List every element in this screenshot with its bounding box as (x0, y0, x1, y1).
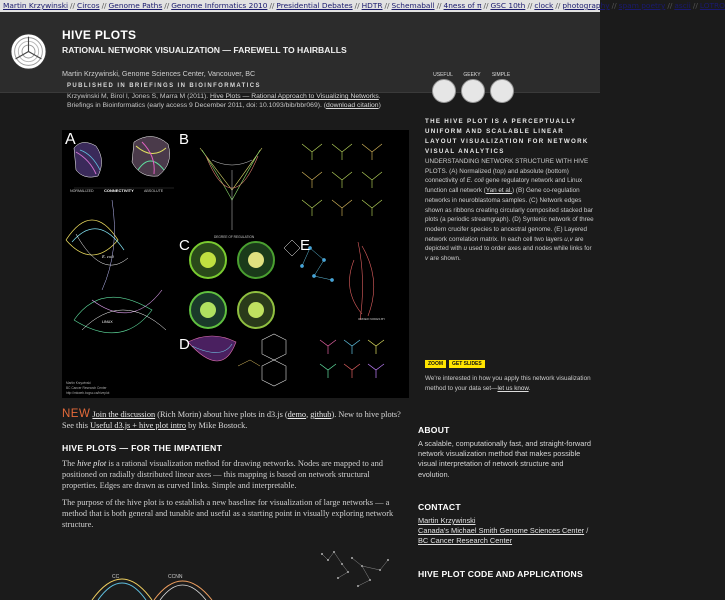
p1-pre: The (62, 459, 78, 468)
interest-text: We're interested in how you apply this network visualization method to your data set— (425, 375, 591, 392)
sidebar-interest (425, 374, 595, 394)
join-discussion-link[interactable]: Join the discussion (92, 410, 156, 419)
thumb-cc-label: CC (112, 574, 120, 580)
bc-cancer-link[interactable]: BC Cancer Research Center (418, 536, 513, 546)
contact-separator: / (584, 526, 589, 536)
hive-plot-figure[interactable] (62, 130, 409, 398)
panel-a-linux-label: LINUX (102, 320, 113, 324)
nav-link[interactable]: 4ness of π (443, 1, 482, 10)
p1-em: hive plot (77, 459, 107, 468)
example-thumbnails[interactable] (62, 540, 402, 600)
publication-kicker: PUBLISHED IN BRIEFINGS IN BIOINFORMATICS (67, 83, 261, 89)
caption-text-3: ) (B) Gene co-regulation networks in neuroblastoma samples. (C) Network edges shown as ribbons creating circularly composited stacked bar plots (a periodic streamgraph). (D) Syntenic network of three modern crucifer species to ancestral genome. (E) Layered network correlation matrix. In each cell two layers (425, 187, 594, 243)
site-author: Martin Krzywinski, Genome Sciences Center, Vancouver, BC (62, 69, 256, 78)
about-title: ABOUT (418, 425, 450, 435)
nav-link[interactable]: Martin Krzywinski (3, 1, 69, 10)
figure-credit-3: http://mkweb.bcgsc.ca/hiveplot (66, 391, 110, 395)
nav-separator: // (611, 1, 617, 10)
nav-link[interactable]: Genome Paths (108, 1, 163, 10)
nav-separator: // (384, 1, 390, 10)
impatient-paragraph-2: The purpose of the hive plot is to establish a new baseline for visualization of large networks — a method that is both general and tunable and useful as a starting point in visually exploring network structure. (62, 498, 394, 530)
publication-journal: . Briefings in Bioinformatics (early access 9 December 2011, doi: 10.1093/bib/bbr069). (67, 93, 381, 109)
gsc-link[interactable]: Canada's Michael Smith Genome Sciences Center (418, 526, 585, 536)
caption-v: v (425, 255, 429, 263)
caption-text-4: are depicted with (425, 235, 584, 253)
site-subtitle: RATIONAL NETWORK VISUALIZATION — FAREWELL TO HAIRBALLS (62, 45, 347, 55)
nav-separator: // (70, 1, 76, 10)
caption-text-2: gene regulatory network and Linux function call network ( (425, 177, 583, 195)
site-title: HIVE PLOTS (62, 28, 137, 42)
about-text: A scalable, computationally fast, and straight-forward network visualization method that makes possible visual interpretation of network structure and evolution. (418, 439, 591, 479)
p1-post: is a rational visualization method for drawing networks. Nodes are mapped to and positioned on radially distributed linear axes — this mapping is based on network structural properties. Edges are drawn as curved links. Simple and interpretable. (62, 459, 383, 491)
contact-text (418, 516, 596, 547)
panel-a-ecoli-label: E. coli (102, 254, 114, 259)
news-text-2: ). New to hive plots? See this (62, 410, 401, 430)
panel-a-normalized-label: NORMALIZED (70, 189, 94, 193)
figure-credit-2: BC Cancer Research Center (66, 386, 107, 390)
simple-badge-icon (490, 79, 514, 103)
demo-link[interactable]: demo (287, 410, 307, 419)
publication-authors: Krzywinski M, Birol I, Jones S, Marra M (2011). (67, 93, 209, 100)
caption-text-6: are shown. (428, 255, 461, 263)
nav-link[interactable]: photography (562, 1, 610, 10)
nav-separator: // (692, 1, 698, 10)
badge-simple-label: SIMPLE (491, 72, 511, 78)
sidebar-figure-caption (425, 157, 595, 264)
nav-separator: // (269, 1, 275, 10)
nav-separator: // (164, 1, 170, 10)
impatient-paragraph-1 (62, 458, 402, 492)
figure-letter-e: E (300, 237, 311, 254)
nav-separator: // (436, 1, 442, 10)
d3-intro-link[interactable]: Useful d3.js + hive plot intro (90, 421, 187, 430)
caption-ecoli: E. coli (466, 177, 484, 185)
publication-citation: Krzywinski M, Birol I, Jones S, Marra M (2011). Hive Plots — Rational Approach to Visualizing Networks. Briefings in Bioinformatics (early access 9 December 2011, doi: 10.1093/bib/bbr069). (download citation) (67, 93, 381, 109)
geeky-badge-icon (461, 79, 485, 103)
figure-credit-1: Martin Krzywinski (66, 381, 91, 385)
panel-a-connectivity-label: CONNECTIVITY (104, 188, 134, 193)
site-header (0, 12, 600, 93)
thumb-ccnn-label: CCNN (168, 574, 183, 580)
new-label: NEW (62, 408, 91, 420)
panel-b-axis-label: DEGREE OF REGULATION (214, 235, 255, 239)
rating-badges (432, 72, 522, 102)
get-slides-button[interactable]: GET SLIDES (449, 360, 485, 368)
download-citation-link[interactable]: download citation (326, 102, 379, 109)
nav-separator: // (483, 1, 489, 10)
caption-text-1: UNDERSTANDING NETWORK STRUCTURE WITH HIVE PLOTS. (A) Normalized (top) and absolute (bottom) connectivity of (425, 158, 589, 185)
nav-link[interactable]: GSC 10th (490, 1, 526, 10)
news-text-3: by Mike Bostock. (186, 421, 248, 430)
impatient-section-title: HIVE PLOTS — FOR THE IMPATIENT (62, 443, 223, 453)
nav-separator: // (555, 1, 561, 10)
badge-useful-label: USEFUL (433, 72, 453, 78)
paper-link[interactable]: Hive Plots — Rational Approach to Visualizing Networks (210, 93, 379, 100)
yan-et-al-link[interactable]: Yan et al. (485, 187, 513, 195)
nav-separator: // (667, 1, 673, 10)
figure-letter-d: D (179, 336, 190, 353)
figure-letter-a: A (65, 131, 76, 148)
contact-title: CONTACT (418, 502, 461, 512)
figure-actions (425, 360, 488, 368)
zoom-button[interactable]: ZOOM (425, 360, 446, 368)
panel-a-absolute-label: ABSOLUTE (144, 189, 164, 193)
badge-geeky-label: GEEKY (463, 72, 481, 78)
interest-end: . (528, 385, 531, 392)
caption-text-5: used to order axes and nodes while links for (467, 245, 592, 253)
nav-separator: // (354, 1, 360, 10)
caption-uv: u,v (564, 235, 573, 243)
contact-name-link[interactable]: Martin Krzywinski (418, 516, 476, 525)
news-text-1: (Rich Morin) about hive plots in d3.js ( (155, 410, 288, 419)
useful-badge-icon (432, 79, 456, 103)
sidebar-lead: THE HIVE PLOT IS A PERCEPTUALLY UNIFORM AND SCALABLE LINEAR LAYOUT VISUALIZATION FOR NETWORK VISUAL ANALYTICS (425, 118, 589, 155)
top-nav-bar (0, 0, 725, 12)
hive-plot-logo-icon[interactable] (10, 33, 47, 70)
nav-separator: // (527, 1, 533, 10)
figure-letter-b: B (179, 131, 190, 148)
nav-link[interactable]: Circos (77, 1, 100, 10)
nav-link[interactable]: clock (534, 1, 554, 10)
nav-link[interactable]: Presidential Debates (276, 1, 353, 10)
figure-letter-c: C (179, 237, 190, 254)
nav-link[interactable]: HDTR (361, 1, 383, 10)
news-announcement (62, 409, 404, 431)
let-us-know-link[interactable]: let us know (497, 385, 529, 392)
panel-e-caption: ORDER NODES BY (358, 317, 386, 321)
nav-link[interactable]: Genome Informatics 2010 (171, 1, 268, 10)
github-link[interactable]: github (310, 410, 332, 419)
nav-link[interactable]: Schemaball (391, 1, 435, 10)
news-comma: , (306, 410, 311, 419)
nav-link[interactable]: spam poetry (618, 1, 666, 10)
nav-separator: // (101, 1, 107, 10)
nav-link[interactable]: ascii (674, 1, 691, 10)
caption-u: u (463, 245, 468, 253)
nav-link[interactable]: LOTRO (699, 1, 725, 10)
code-title: HIVE PLOT CODE AND APPLICATIONS (418, 569, 583, 579)
